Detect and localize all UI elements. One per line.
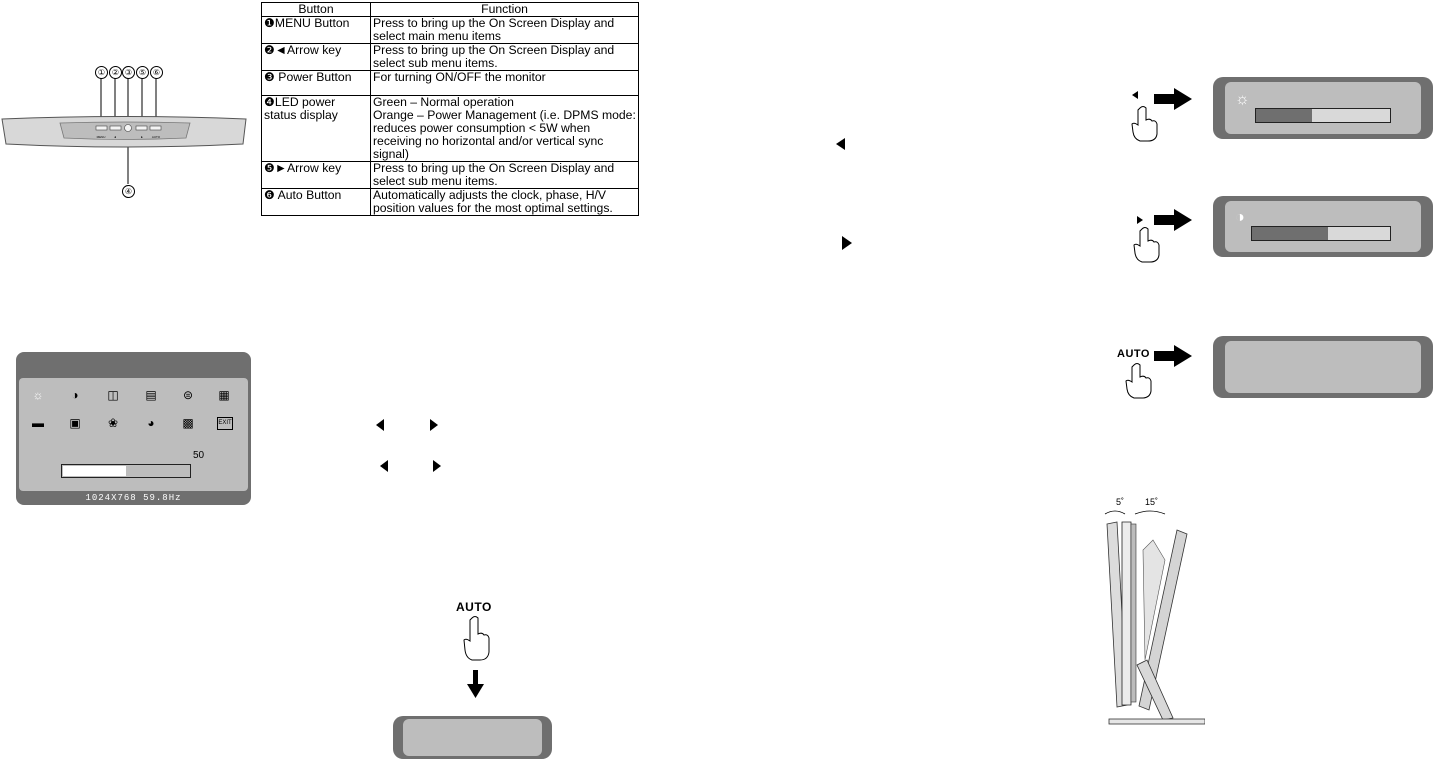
front-panel-diagram: [0, 60, 250, 200]
left-arrow-icon: [836, 138, 845, 150]
contrast-slider-fill: [1252, 227, 1328, 240]
auto-label: AUTO: [1117, 348, 1150, 360]
svg-text:◄: ◄: [113, 135, 117, 139]
h-position-icon: ◫: [107, 388, 119, 402]
table-row: [262, 44, 639, 71]
callout-5: ⑤: [136, 66, 149, 79]
table-row: [262, 96, 639, 162]
language-icon: ◕: [147, 416, 155, 430]
osd-level-bar: [61, 464, 191, 478]
cell-function: For turning ON/OFF the monitor: [371, 71, 639, 96]
table-header-row: [262, 3, 639, 17]
osd-resolution: 1024X768 59.8Hz: [85, 493, 182, 503]
osd-auto-box: [1213, 336, 1433, 398]
contrast-slider: [1251, 226, 1391, 241]
cell-function: Press to bring up the On Screen Display and select sub menu items.: [371, 162, 639, 189]
finger-press-icon: [458, 614, 492, 704]
finger-press-icon: [1128, 86, 1198, 146]
svg-text:►: ►: [140, 135, 144, 139]
color-icon: ❀: [107, 416, 119, 430]
cell-button: ❶MENU Button: [262, 17, 371, 44]
auto-label: AUTO: [456, 600, 492, 614]
table-row: [262, 17, 639, 44]
table-row: [262, 189, 639, 216]
finger-press-icon: [1130, 205, 1200, 267]
brightness-slider-fill: [1256, 109, 1312, 122]
cell-button: ❷◄Arrow key: [262, 44, 371, 71]
cell-function: Automatically adjusts the clock, phase, H/V position values for the most optimal settings.: [371, 189, 639, 216]
svg-text:AUTO: AUTO: [151, 135, 161, 139]
contrast-icon: ◑: [1235, 209, 1245, 226]
osd-contrast-box: [1213, 196, 1433, 257]
brightness-icon: ☼: [1235, 91, 1250, 108]
right-arrow-icon: [842, 236, 852, 250]
exit-icon: EXIT: [217, 417, 233, 430]
osd-brightness-box: [1213, 77, 1433, 139]
osd-main-menu: [16, 352, 251, 505]
brightness-slider: [1255, 108, 1391, 123]
osd-level-fill: [63, 466, 126, 476]
callout-1: ①: [95, 66, 108, 79]
callout-6: ⑥: [150, 66, 163, 79]
contrast-icon: ◑: [71, 388, 79, 402]
cell-function: Press to bring up the On Screen Display and select sub menu items.: [371, 44, 639, 71]
cell-button: ❹LED power status display: [262, 96, 371, 162]
brightness-icon: ☼: [32, 388, 44, 402]
v-position-icon: ▤: [145, 388, 157, 402]
callout-3: ③: [122, 66, 135, 79]
tilt-forward-angle: 5˚: [1116, 497, 1125, 507]
header-button: Button: [262, 3, 371, 17]
osd-value: 50: [193, 450, 205, 461]
callout-2: ②: [109, 66, 122, 79]
phase-icon: ▦: [218, 388, 230, 402]
header-function: Function: [371, 3, 639, 17]
osd-auto-box: [393, 716, 552, 759]
right-arrow-icon: [430, 419, 438, 431]
cell-button: ❻ Auto Button: [262, 189, 371, 216]
monitor-bezel-drawing: [0, 60, 250, 200]
cell-function: Press to bring up the On Screen Display and select main menu items: [371, 17, 639, 44]
cell-function: Green – Normal operation Orange – Power Management (i.e. DPMS mode: reduces power consumption < 5W when receiving no horizontal and/or vertical sync signal): [371, 96, 639, 162]
tilt-diagram: [1095, 500, 1205, 730]
cell-button: ❺►Arrow key: [262, 162, 371, 189]
table-row: [262, 71, 639, 96]
reset-icon: ▩: [182, 416, 194, 430]
left-arrow-icon: [376, 419, 384, 431]
cell-button: ❸ Power Button: [262, 71, 371, 96]
callout-4: ④: [122, 185, 135, 198]
tilt-backward-angle: 15˚: [1145, 497, 1159, 507]
finger-press-icon: [1122, 341, 1198, 403]
right-arrow-icon: [433, 460, 441, 472]
h-size-icon: ▬: [32, 416, 44, 430]
table-row: [262, 162, 639, 189]
v-size-icon: ▣: [69, 416, 81, 430]
left-arrow-icon: [380, 460, 388, 472]
clock-icon: ⊜: [182, 388, 194, 402]
svg-text:MENU: MENU: [96, 135, 106, 139]
button-function-table: [261, 2, 639, 216]
